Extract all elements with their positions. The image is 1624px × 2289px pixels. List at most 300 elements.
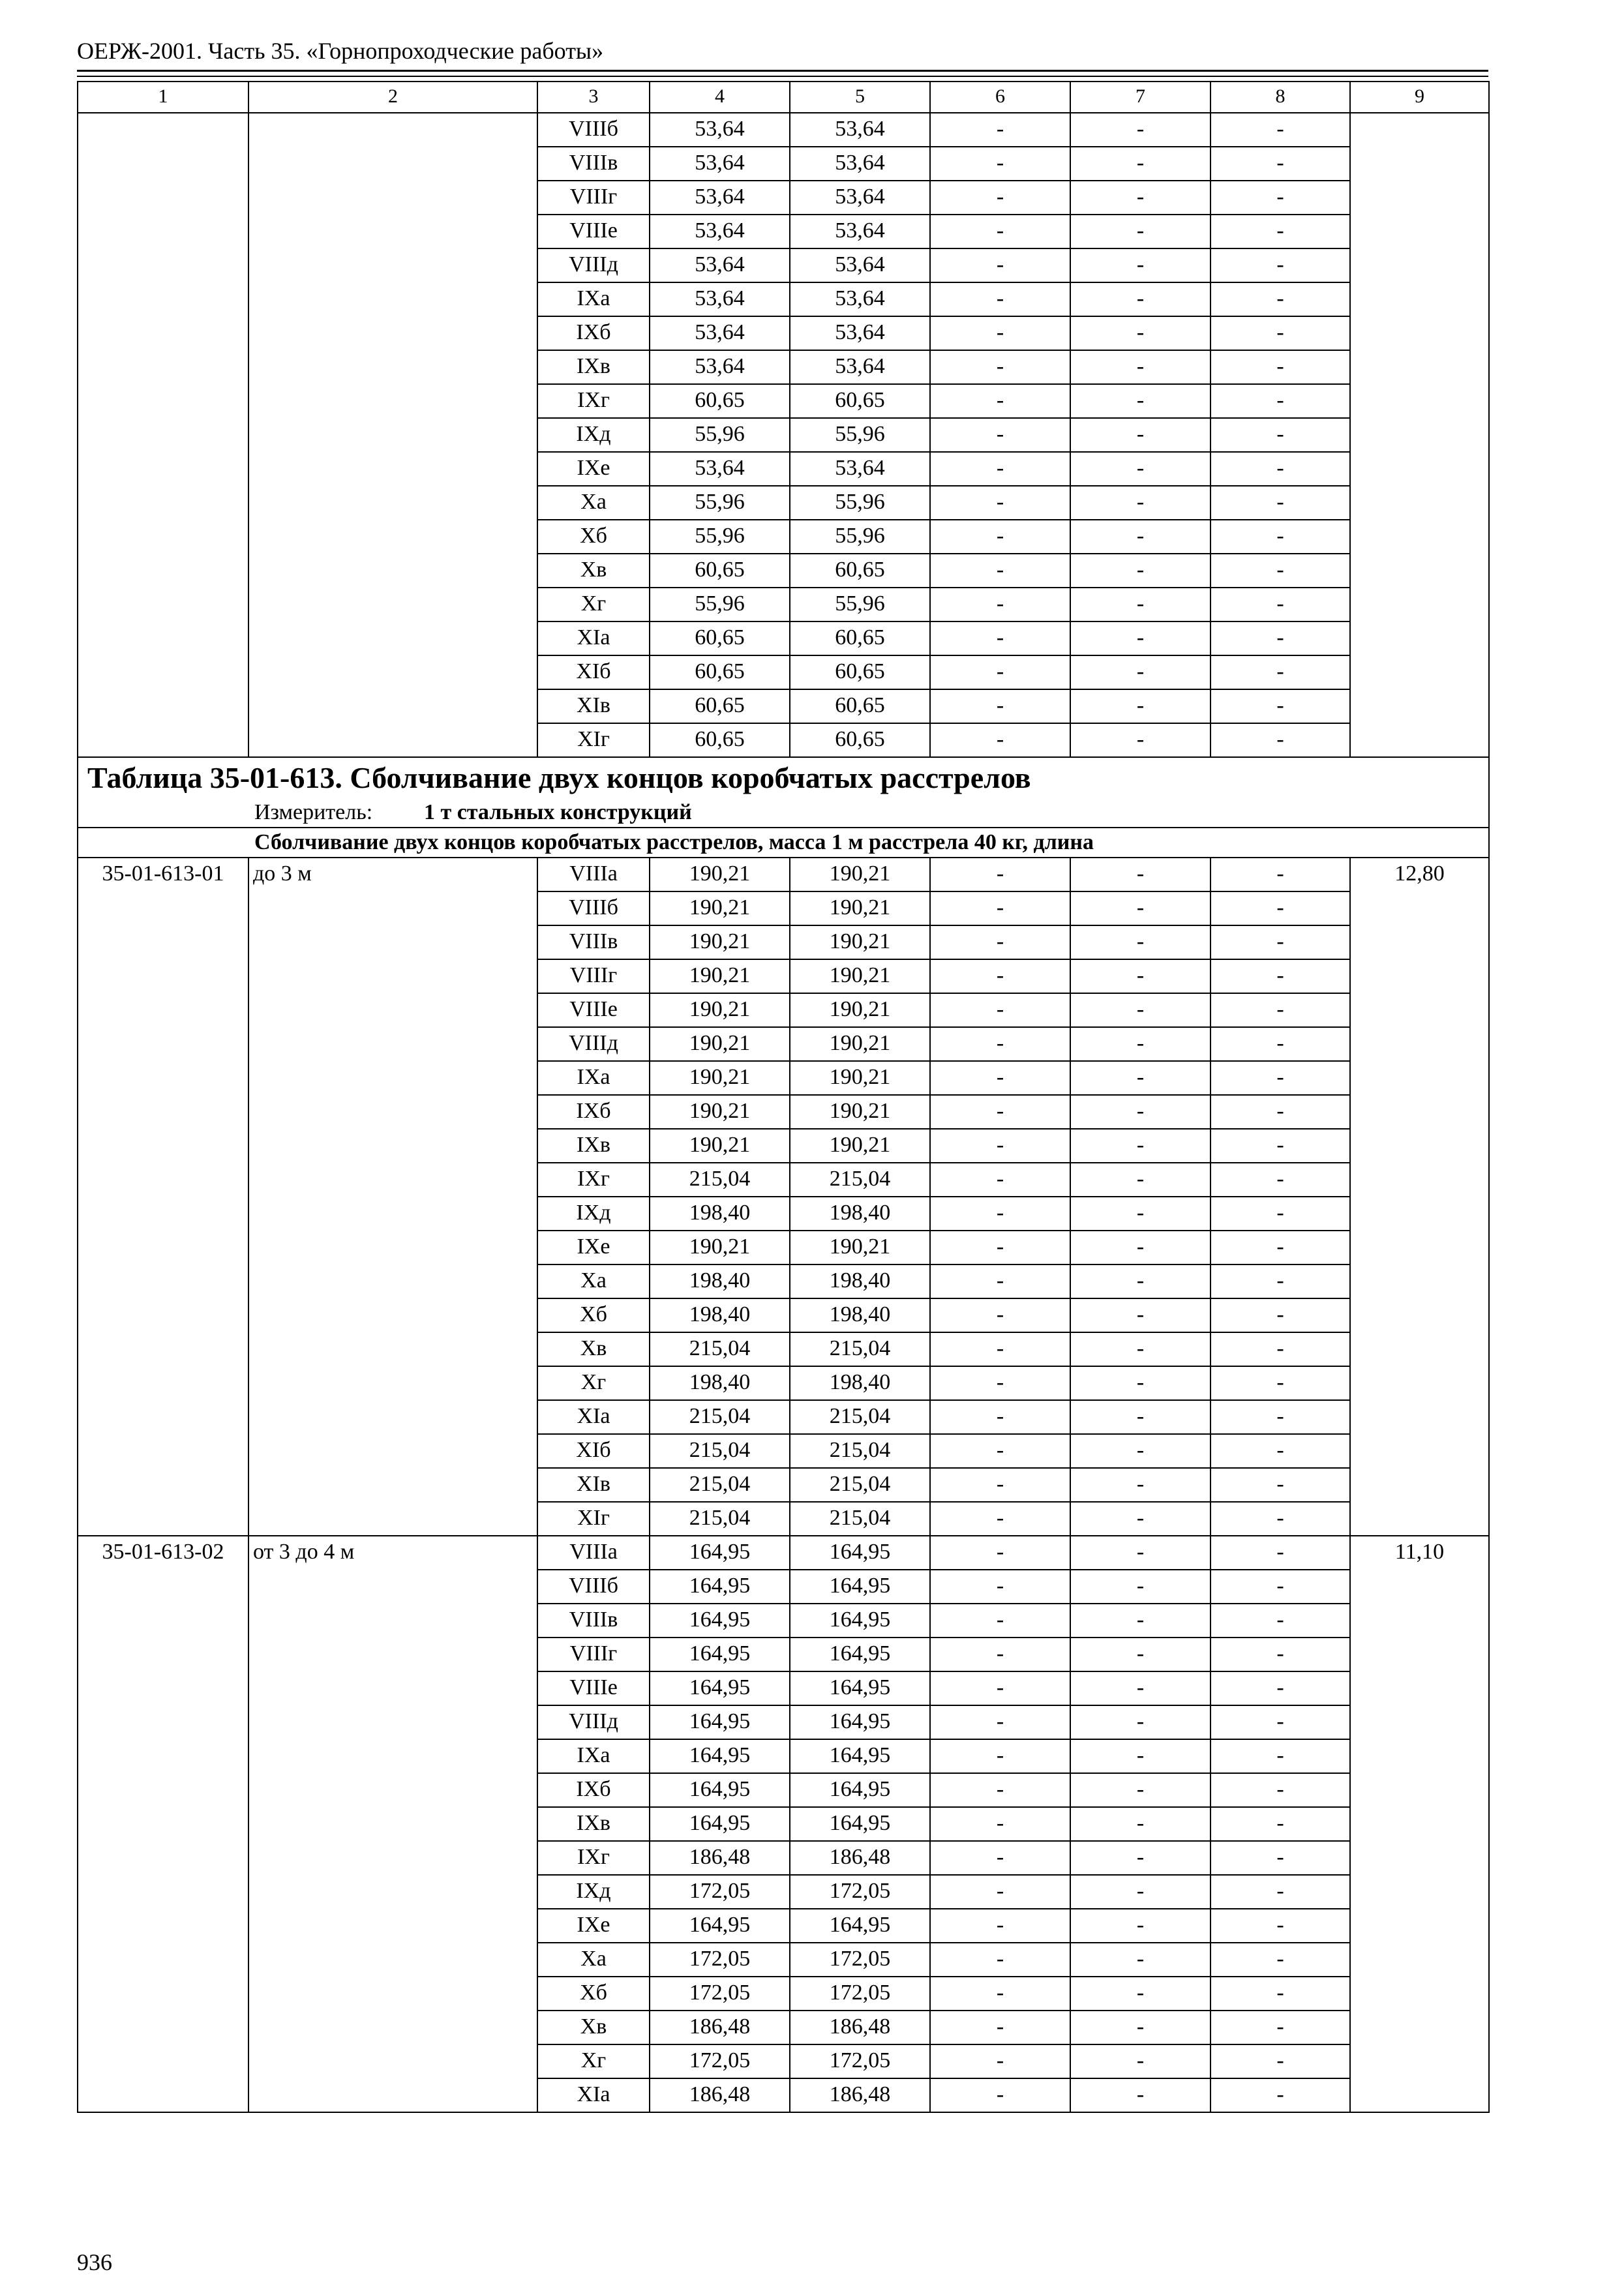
col9-cell: [1350, 1773, 1489, 1807]
name-cell: [248, 1977, 537, 2011]
code-cell: [78, 1298, 248, 1332]
value-cell: 215,04: [790, 1332, 930, 1366]
table-row: [78, 588, 1489, 621]
table-row: [78, 1027, 1489, 1061]
col9-cell: [1350, 1264, 1489, 1298]
code-cell: [78, 1197, 248, 1231]
value-cell: -: [1070, 452, 1210, 486]
table-body: [78, 82, 1489, 2112]
code-cell: [78, 1434, 248, 1468]
value-cell: 190,21: [790, 1095, 930, 1129]
name-cell: [248, 993, 537, 1027]
value-cell: 215,04: [790, 1502, 930, 1536]
value-cell: -: [1210, 1807, 1350, 1841]
value-cell: 215,04: [790, 1468, 930, 1502]
code-cell: [78, 655, 248, 689]
table-row: [78, 147, 1489, 181]
value-cell: -: [930, 1502, 1070, 1536]
value-cell: 186,48: [650, 2011, 790, 2044]
value-cell: -: [930, 1638, 1070, 1671]
value-cell: -: [1070, 1671, 1210, 1705]
value-cell: 172,05: [790, 1943, 930, 1977]
value-cell: -: [1210, 1943, 1350, 1977]
value-cell: 55,96: [790, 418, 930, 452]
table-row: [78, 384, 1489, 418]
value-cell: 215,04: [790, 1163, 930, 1197]
col9-cell: [1350, 520, 1489, 554]
value-cell: -: [1070, 1604, 1210, 1638]
page-header: ОЕРЖ-2001. Часть 35. «Горнопроходческие работы»: [77, 38, 604, 64]
col9-cell: [1350, 215, 1489, 248]
table-row: [78, 621, 1489, 655]
value-cell: -: [1210, 925, 1350, 959]
code-cell: [78, 1807, 248, 1841]
col9-cell: [1350, 1502, 1489, 1536]
value-cell: -: [930, 1875, 1070, 1909]
value-cell: -: [1070, 418, 1210, 452]
value-cell: -: [930, 621, 1070, 655]
col9-cell: [1350, 723, 1489, 757]
col9-cell: [1350, 147, 1489, 181]
value-cell: 164,95: [650, 1773, 790, 1807]
class-cell: VIIIв: [537, 925, 650, 959]
class-cell: VIIIд: [537, 248, 650, 282]
value-cell: -: [1070, 1027, 1210, 1061]
rates-table: [77, 81, 1490, 2113]
value-cell: 55,96: [650, 486, 790, 520]
col9-cell: [1350, 1604, 1489, 1638]
name-cell: [248, 1909, 537, 1943]
col9-cell: [1350, 1231, 1489, 1264]
table-row: [78, 993, 1489, 1027]
name-cell: [248, 1705, 537, 1739]
value-cell: -: [1210, 418, 1350, 452]
code-cell: [78, 925, 248, 959]
class-cell: VIIIе: [537, 993, 650, 1027]
value-cell: -: [1210, 993, 1350, 1027]
code-cell: [78, 486, 248, 520]
class-cell: IXа: [537, 1739, 650, 1773]
value-cell: -: [1210, 1332, 1350, 1366]
value-cell: -: [930, 588, 1070, 621]
value-cell: -: [1070, 1909, 1210, 1943]
column-number-cell: 4: [650, 82, 790, 113]
code-cell: [78, 1638, 248, 1671]
class-cell: VIIIв: [537, 1604, 650, 1638]
name-cell: [248, 486, 537, 520]
value-cell: -: [930, 655, 1070, 689]
column-number-cell: 6: [930, 82, 1070, 113]
value-cell: 53,64: [650, 350, 790, 384]
name-cell: [248, 1739, 537, 1773]
value-cell: -: [930, 181, 1070, 215]
name-cell: [248, 282, 537, 316]
table-row: [78, 486, 1489, 520]
column-number-cell: 1: [78, 82, 248, 113]
code-cell: [78, 147, 248, 181]
value-cell: 172,05: [650, 1875, 790, 1909]
value-cell: 172,05: [650, 2044, 790, 2078]
value-cell: -: [930, 993, 1070, 1027]
value-cell: -: [930, 1434, 1070, 1468]
value-cell: -: [1070, 993, 1210, 1027]
value-cell: 172,05: [790, 2044, 930, 2078]
class-cell: XIа: [537, 2078, 650, 2112]
header-rule: [77, 70, 1488, 72]
value-cell: -: [1070, 1502, 1210, 1536]
name-cell: от 3 до 4 м: [248, 1536, 537, 1570]
value-cell: -: [1210, 2078, 1350, 2112]
table-row: [78, 1434, 1489, 1468]
code-cell: [78, 113, 248, 147]
value-cell: -: [930, 1061, 1070, 1095]
column-number-cell: 7: [1070, 82, 1210, 113]
col9-cell: [1350, 1129, 1489, 1163]
value-cell: -: [1070, 925, 1210, 959]
value-cell: -: [1070, 1739, 1210, 1773]
code-cell: [78, 1095, 248, 1129]
name-cell: [248, 2044, 537, 2078]
name-cell: [248, 1027, 537, 1061]
value-cell: 190,21: [790, 925, 930, 959]
class-cell: Xб: [537, 520, 650, 554]
value-cell: 60,65: [650, 554, 790, 588]
value-cell: -: [930, 2078, 1070, 2112]
value-cell: -: [1070, 316, 1210, 350]
class-cell: Xг: [537, 588, 650, 621]
code-cell: [78, 2078, 248, 2112]
value-cell: -: [1210, 1231, 1350, 1264]
col9-cell: [1350, 1841, 1489, 1875]
measure-label: Измеритель:: [254, 800, 373, 824]
value-cell: -: [930, 1366, 1070, 1400]
value-cell: 164,95: [790, 1570, 930, 1604]
value-cell: -: [930, 1129, 1070, 1163]
value-cell: -: [930, 2011, 1070, 2044]
col9-cell: [1350, 1671, 1489, 1705]
value-cell: 172,05: [790, 1977, 930, 2011]
value-cell: -: [930, 554, 1070, 588]
class-cell: IXе: [537, 1231, 650, 1264]
class-cell: IXв: [537, 1807, 650, 1841]
value-cell: -: [1070, 1129, 1210, 1163]
name-cell: [248, 1129, 537, 1163]
class-cell: IXб: [537, 1095, 650, 1129]
table-title: Таблица 35-01-613. Сболчивание двух концов коробчатых расстрелов: [78, 757, 1489, 798]
value-cell: 60,65: [650, 723, 790, 757]
value-cell: -: [1210, 1129, 1350, 1163]
table-row: [78, 1705, 1489, 1739]
class-cell: IXа: [537, 1061, 650, 1095]
value-cell: 164,95: [650, 1671, 790, 1705]
value-cell: -: [1070, 1875, 1210, 1909]
name-cell: [248, 689, 537, 723]
value-cell: -: [930, 1536, 1070, 1570]
value-cell: -: [1210, 1977, 1350, 2011]
col9-cell: [1350, 1061, 1489, 1095]
value-cell: -: [1210, 1570, 1350, 1604]
value-cell: 164,95: [650, 1570, 790, 1604]
code-cell: [78, 1400, 248, 1434]
class-cell: Xв: [537, 1332, 650, 1366]
name-cell: [248, 1264, 537, 1298]
value-cell: 164,95: [650, 1536, 790, 1570]
value-cell: 60,65: [650, 655, 790, 689]
class-cell: XIб: [537, 1434, 650, 1468]
code-cell: [78, 621, 248, 655]
value-cell: 55,96: [650, 520, 790, 554]
name-cell: [248, 723, 537, 757]
value-cell: -: [1070, 1400, 1210, 1434]
class-cell: VIIIб: [537, 113, 650, 147]
value-cell: -: [1070, 113, 1210, 147]
value-cell: 55,96: [650, 588, 790, 621]
value-cell: 55,96: [790, 588, 930, 621]
value-cell: 55,96: [790, 486, 930, 520]
value-cell: -: [1210, 959, 1350, 993]
value-cell: -: [1210, 282, 1350, 316]
value-cell: -: [1210, 2011, 1350, 2044]
value-cell: 164,95: [790, 1807, 930, 1841]
code-cell: [78, 588, 248, 621]
value-cell: -: [1210, 1536, 1350, 1570]
table-row: [78, 1773, 1489, 1807]
table-row: [78, 1163, 1489, 1197]
name-cell: [248, 520, 537, 554]
value-cell: 198,40: [790, 1264, 930, 1298]
class-cell: XIг: [537, 1502, 650, 1536]
measure-cell: [78, 798, 1489, 828]
name-cell: [248, 925, 537, 959]
table-row: [78, 1909, 1489, 1943]
column-number-cell: 3: [537, 82, 650, 113]
value-cell: -: [930, 350, 1070, 384]
value-cell: 60,65: [790, 689, 930, 723]
value-cell: 190,21: [650, 1231, 790, 1264]
code-cell: [78, 1570, 248, 1604]
col9-cell: [1350, 959, 1489, 993]
class-cell: Xв: [537, 2011, 650, 2044]
class-cell: IXе: [537, 1909, 650, 1943]
value-cell: -: [930, 486, 1070, 520]
col9-cell: [1350, 1027, 1489, 1061]
value-cell: -: [1210, 1095, 1350, 1129]
value-cell: -: [1210, 1400, 1350, 1434]
value-cell: -: [1070, 689, 1210, 723]
value-cell: 190,21: [650, 1095, 790, 1129]
name-cell: [248, 1197, 537, 1231]
col9-cell: [1350, 1807, 1489, 1841]
col9-cell: [1350, 588, 1489, 621]
table-row: [78, 1671, 1489, 1705]
table-row: [78, 1943, 1489, 1977]
value-cell: -: [1070, 215, 1210, 248]
value-cell: -: [1210, 723, 1350, 757]
value-cell: -: [1070, 959, 1210, 993]
value-cell: -: [1070, 181, 1210, 215]
col9-cell: [1350, 1095, 1489, 1129]
name-cell: [248, 1875, 537, 1909]
code-cell: [78, 282, 248, 316]
name-cell: [248, 147, 537, 181]
code-cell: [78, 418, 248, 452]
code-cell: [78, 1231, 248, 1264]
value-cell: -: [930, 384, 1070, 418]
name-cell: [248, 1231, 537, 1264]
value-cell: 198,40: [650, 1264, 790, 1298]
table-row: [78, 181, 1489, 215]
table-row: [78, 1570, 1489, 1604]
name-cell: [248, 959, 537, 993]
name-cell: [248, 316, 537, 350]
col9-cell: [1350, 452, 1489, 486]
class-cell: IXб: [537, 316, 650, 350]
value-cell: -: [930, 215, 1070, 248]
value-cell: -: [930, 2044, 1070, 2078]
class-cell: XIа: [537, 621, 650, 655]
class-cell: VIIIа: [537, 858, 650, 891]
value-cell: -: [930, 858, 1070, 891]
class-cell: VIIIб: [537, 891, 650, 925]
value-cell: -: [1070, 520, 1210, 554]
table-row: [78, 1298, 1489, 1332]
code-cell: [78, 248, 248, 282]
name-cell: [248, 1366, 537, 1400]
section-title: Сболчивание двух концов коробчатых расстрелов, масса 1 м расстрела 40 кг, длина: [78, 828, 1489, 858]
value-cell: -: [1070, 1841, 1210, 1875]
value-cell: 215,04: [650, 1434, 790, 1468]
col9-cell: 12,80: [1350, 858, 1489, 891]
value-cell: -: [1070, 2044, 1210, 2078]
table-row: [78, 1638, 1489, 1671]
col9-cell: [1350, 1366, 1489, 1400]
code-cell: [78, 1875, 248, 1909]
header-rule-thin: [77, 76, 1488, 77]
value-cell: 215,04: [790, 1400, 930, 1434]
table-row: [78, 2044, 1489, 2078]
value-cell: -: [1210, 554, 1350, 588]
value-cell: -: [1210, 350, 1350, 384]
name-cell: [248, 452, 537, 486]
value-cell: 190,21: [650, 858, 790, 891]
code-cell: [78, 1163, 248, 1197]
class-cell: Xа: [537, 1943, 650, 1977]
value-cell: -: [1210, 1298, 1350, 1332]
value-cell: 186,48: [650, 2078, 790, 2112]
name-cell: [248, 215, 537, 248]
class-cell: IXд: [537, 1875, 650, 1909]
value-cell: 60,65: [650, 384, 790, 418]
table-row: [78, 891, 1489, 925]
class-cell: VIIIе: [537, 215, 650, 248]
value-cell: 190,21: [650, 993, 790, 1027]
value-cell: 215,04: [650, 1502, 790, 1536]
value-cell: 53,64: [650, 452, 790, 486]
value-cell: 60,65: [650, 689, 790, 723]
value-cell: 215,04: [650, 1400, 790, 1434]
name-cell: [248, 891, 537, 925]
value-cell: 164,95: [790, 1638, 930, 1671]
value-cell: -: [1210, 1604, 1350, 1638]
class-cell: Xг: [537, 1366, 650, 1400]
col9-cell: [1350, 621, 1489, 655]
value-cell: -: [930, 723, 1070, 757]
class-cell: VIIIг: [537, 959, 650, 993]
code-cell: [78, 959, 248, 993]
class-cell: Xа: [537, 1264, 650, 1298]
table-row: [78, 1400, 1489, 1434]
value-cell: 190,21: [790, 891, 930, 925]
value-cell: -: [1070, 486, 1210, 520]
value-cell: -: [1210, 588, 1350, 621]
value-cell: 186,48: [790, 1841, 930, 1875]
value-cell: 53,64: [790, 282, 930, 316]
value-cell: -: [930, 1027, 1070, 1061]
table-row: [78, 1129, 1489, 1163]
value-cell: -: [1070, 1163, 1210, 1197]
code-cell: [78, 1977, 248, 2011]
code-cell: [78, 1468, 248, 1502]
value-cell: 53,64: [790, 248, 930, 282]
value-cell: 190,21: [650, 1061, 790, 1095]
code-cell: [78, 1129, 248, 1163]
value-cell: -: [930, 1841, 1070, 1875]
name-cell: [248, 181, 537, 215]
value-cell: 53,64: [790, 452, 930, 486]
value-cell: -: [1210, 1875, 1350, 1909]
value-cell: 190,21: [650, 1027, 790, 1061]
value-cell: -: [1070, 1366, 1210, 1400]
value-cell: -: [1070, 1197, 1210, 1231]
value-cell: -: [930, 113, 1070, 147]
value-cell: -: [930, 925, 1070, 959]
value-cell: -: [930, 1468, 1070, 1502]
name-cell: [248, 1163, 537, 1197]
col9-cell: [1350, 113, 1489, 147]
name-cell: [248, 1332, 537, 1366]
class-cell: XIг: [537, 723, 650, 757]
value-cell: 215,04: [650, 1332, 790, 1366]
class-cell: Xа: [537, 486, 650, 520]
column-number-cell: 8: [1210, 82, 1350, 113]
name-cell: [248, 384, 537, 418]
code-cell: [78, 1061, 248, 1095]
value-cell: -: [1070, 248, 1210, 282]
table-row: [78, 1061, 1489, 1095]
value-cell: 186,48: [790, 2011, 930, 2044]
table-row: [78, 1332, 1489, 1366]
value-cell: 190,21: [650, 925, 790, 959]
value-cell: 53,64: [650, 181, 790, 215]
name-cell: до 3 м: [248, 858, 537, 891]
name-cell: [248, 1807, 537, 1841]
value-cell: 172,05: [650, 1943, 790, 1977]
class-cell: IXб: [537, 1773, 650, 1807]
code-cell: 35-01-613-02: [78, 1536, 248, 1570]
value-cell: 172,05: [650, 1977, 790, 2011]
code-cell: [78, 1773, 248, 1807]
class-cell: VIIIг: [537, 181, 650, 215]
class-cell: XIб: [537, 655, 650, 689]
code-cell: [78, 1366, 248, 1400]
value-cell: -: [1070, 2078, 1210, 2112]
column-number-cell: 5: [790, 82, 930, 113]
col9-cell: [1350, 1298, 1489, 1332]
value-cell: -: [1070, 1807, 1210, 1841]
value-cell: -: [1210, 1197, 1350, 1231]
code-cell: [78, 1841, 248, 1875]
col9-cell: [1350, 1638, 1489, 1671]
